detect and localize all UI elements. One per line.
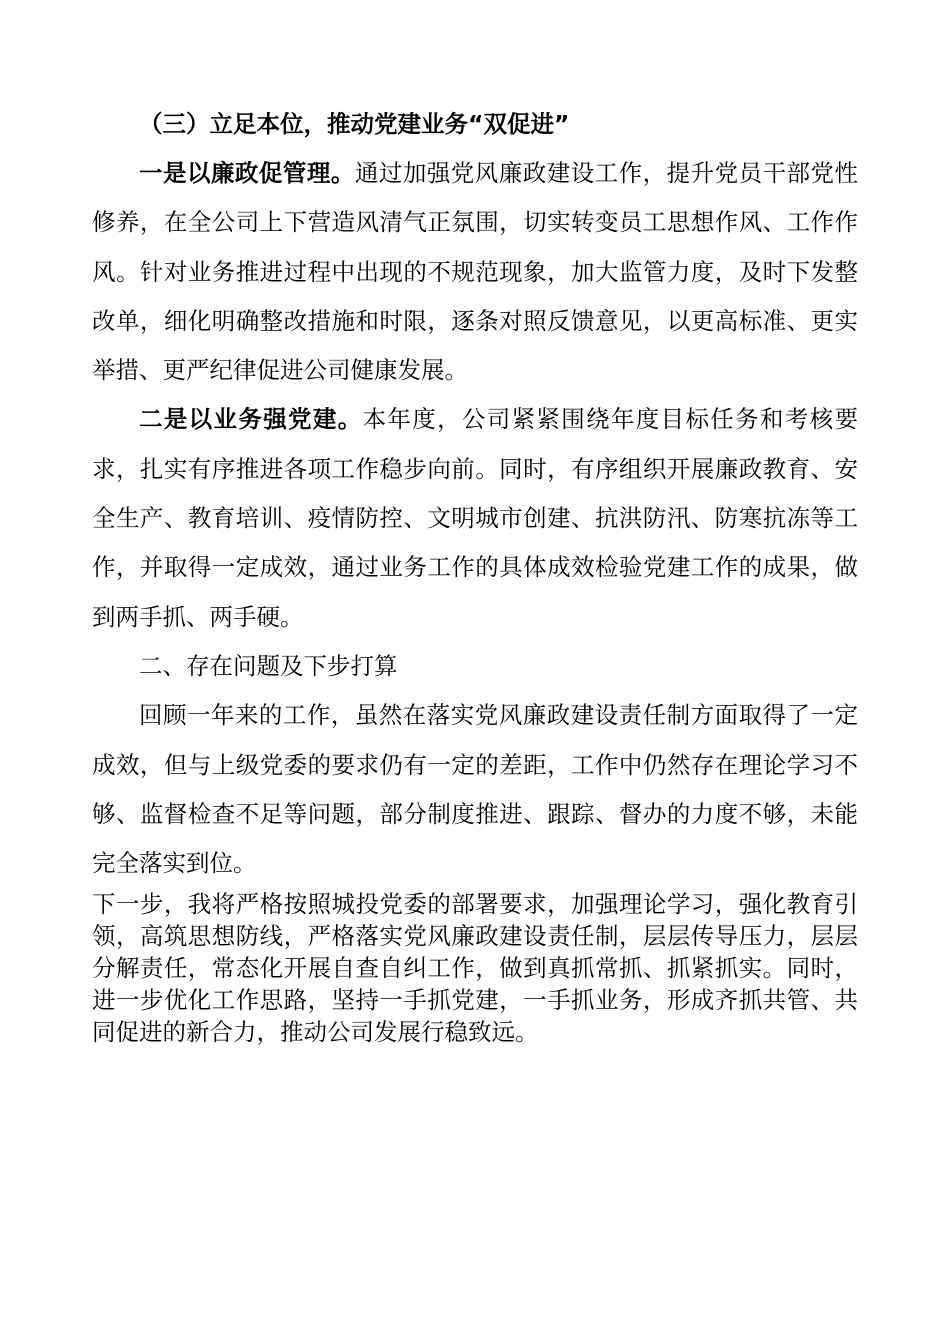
- subsection-heading: （三）立足本位，推动党建业务“双促进”: [139, 110, 570, 138]
- paragraph-business-party: [92, 395, 858, 641]
- section-heading: 二、存在问题及下步打算: [139, 651, 398, 680]
- paragraph-lead: 二是以业务强党建。: [139, 405, 363, 434]
- paragraph-body: 本年度，公司紧紧围绕年度目标任务和考核要求，扎实有序推进各项工作稳步向前。同时，有序组织开展廉政教育、安全生产、教育培训、疫情防控、文明城市创建、抗洪防汛、防寒抗冻等工作，并取得一定成效，通过业务工作的具体成效检验党建工作的成果，做到两手抓、两手硬。: [92, 405, 859, 631]
- paragraph-review: 回顾一年来的工作，虽然在落实党风廉政建设责任制方面取得了一定成效，但与上级党委的要求仍有一定的差距，工作中仍然存在理论学习不够、监督检查不足等问题，部分制度推进、跟踪、督办的力度不够，未能完全落实到位。: [92, 701, 858, 878]
- paragraph-next-steps: 下一步，我将严格按照城投党委的部署要求，加强理论学习，强化教育引领，高筑思想防线，严格落实党风廉政建设责任制，层层传导压力，层层分解责任，常态化开展自查自纠工作，做到真抓常抓、抓紧抓实。同时，进一步优化工作思路，坚持一手抓党建，一手抓业务，形成齐抓共管、共同促进的新合力，推动公司发展行稳致远。: [92, 890, 858, 1047]
- paragraph-body: 通过加强党风廉政建设工作，提升党员干部党性修养，在全公司上下营造风清气正氛围，切实转变员工思想作风、工作作风。针对业务推进过程中出现的不规范现象，加大监管力度，及时下发整改单，细化明确整改措施和时限，逐条对照反馈意见，以更高标准、更实举措、更严纪律促进公司健康发展。: [92, 159, 859, 385]
- paragraph-lead: 一是以廉政促管理。: [139, 159, 355, 187]
- paragraph-integrity-management: [92, 149, 858, 395]
- document-page: [92, 100, 858, 1048]
